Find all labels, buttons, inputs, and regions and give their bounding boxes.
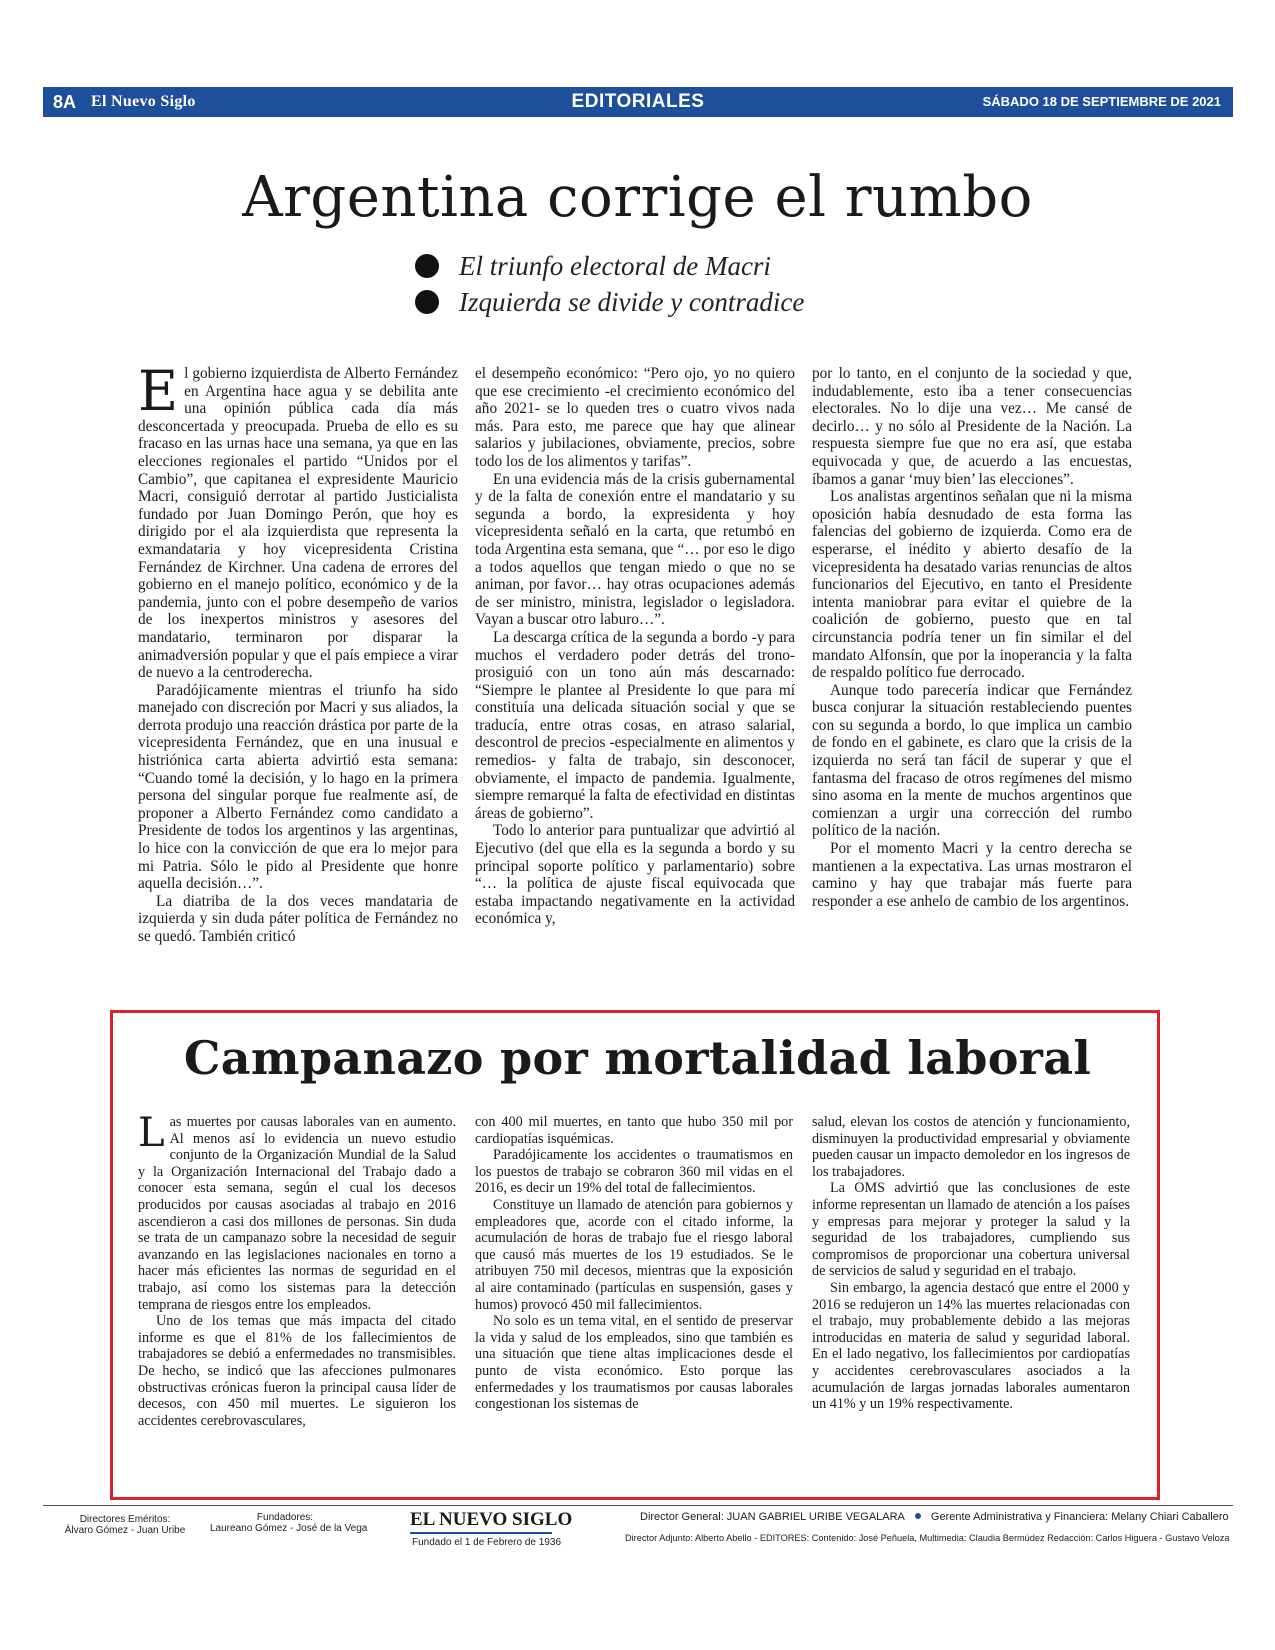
paragraph: Paradójicamente los accidentes o traumatismos en los puestos de trabajo se cobraron 360 mil vidas en el 2016, es decir un 19% del total de fallecimientos. [475,1147,793,1197]
paragraph: Constituye un llamado de atención para gobiernos y empleadores que, acorde con el citado informe, la acumulación de horas de trabajo fue el riesgo laboral que causó más muertes de los 19 estudiados. Se le atribuyen 750 mil decesos, mientras que la exposición al aire contaminado (partículas en suspensión, gases y humos) provocó 450 mil fallecimientos. [475,1196,793,1313]
page-number: 8A [53,92,77,112]
paragraph: La diatriba de la dos veces mandataria de izquierda y sin duda páter política de Fernández no se quedó. También criticó [138,892,458,945]
subhead: Izquierda se divide y contradice [415,284,804,320]
article2-headline: Campanazo por mortalidad laboral [183,1031,1092,1085]
paragraph: Por el momento Macri y la centro derecha se mantienen a la expectativa. Las urnas mostraron el camino y hay que trabajar más fuerte para responder a ese anhelo de cambio de los argentinos. [812,840,1132,910]
footer-logo-underline [410,1532,552,1534]
footer-director-general: Director General: JUAN GABRIEL URIBE VEGALARA [640,1511,905,1523]
paragraph: Los analistas argentinos señalan que ni la misma oposición había desnudado de esta forma las falencias del gobierno de izquierda. Como era de esperarse, el inédito y abierto desafío de la vicepresidenta ha desatado varias renuncias de altos funcionarios del Ejecutivo, en tanto el Presidente intenta maniobrar para evitar el quiebre de la coalición de gobierno, puesto que en tal circunstancia podría tener un fin similar el del mandato Alfonsín, que por la inoperancia y la falta de respaldo político fue derrocado. [812,488,1132,682]
subhead: El triunfo electoral de Macri [415,248,804,284]
paragraph: el desempeño económico: “Pero ojo, yo no quiero que ese crecimiento -el crecimiento económico del año 2021- se lo queden tres o cuatro vivos nada más. Para esto, me parece que hay que alinear salarios y jubilaciones, obviamente, precios, sobre todo los de los alimentos y tarifas”. [475,365,795,470]
section-title: EDITORIALES [571,91,705,112]
issue-date: SÁBADO 18 DE SEPTIEMBRE DE 2021 [982,94,1221,109]
footer-directores-names: Álvaro Gómez - Juan Uribe [64,1525,186,1536]
footer-fundadores-label: Fundadores: [256,1512,314,1523]
paragraph: Paradójicamente mientras el triunfo ha sido manejado con discreción por Macri y sus aliados, la derrota produjo una reacción drástica por parte de la vicepresidenta Fernández, que en una inusual e histriónica carta abierta advirtió esta semana: “Cuando tomé la decisión, y lo hago en la primera persona del singular porque fue realmente así, de proponer a Alberto Fernández como candidato a Presidente de todos los argentinos y las argentinas, lo hice con la convicción de que era lo mejor para mi Patria. Sólo le pido al Presidente que honre aquella decisión…”. [138,681,458,893]
paragraph: salud, elevan los costos de atención y funcionamiento, disminuyen la productividad empresarial y obviamente pueden causar un impacto demoledor en los ingresos de los trabajadores. [812,1114,1130,1180]
paragraph: El gobierno izquierdista de Alberto Fernández en Argentina hace agua y se debilita ante una opinión pública cada día más desconcertada y preocupada. Prueba de ello es su fracaso en las urnas hace una semana, ya que en las elecciones regionales el partido “Unidos por el Cambio”, que capitanea el expresidente Mauricio Macri, consiguió derrotar al partido Justicialista fundado por Juan Domingo Perón, que hoy es dirigido por el ala izquierdista que representa la exmandataria y hoy vicepresidenta Cristina Fernández de Kirchner. Una cadena de errores del gobierno en el manejo político, económico y de la pandemia, junto con el pobre desempeño de varios de los inexpertos ministros y asesores del mandatario, terminaron por disparar la animadversión popular y que el país empiece a virar de nuevo a la centroderecha. [138,359,458,682]
paragraph: En una evidencia más de la crisis gubernamental y de la falta de conexión entre el mandatario y su segunda a bordo, la expresidenta y hoy vicepresidenta señaló en la carta, que retumbó en toda Argentina esta semana, que “… por eso le digo a todos aquellos que tengan miedo o que no se animan, por favor… hay otras ocupaciones además de ser ministro, ministra, legislador o legisladora. Vayan a buscar otro laburo…”. [475,470,795,629]
paragraph: La descarga crítica de la segunda a bordo -y para muchos el verdadero poder detrás del trono- prosiguió con un tono aún más descarnado: “Siempre le plantee al Presidente lo que para mí constituía una delicada situación social y que se traducía, entre otras cosas, en atraso salarial, descontrol de precios -especialmente en alimentos y remedios- y falta de trabajo, sin desconocer, obviamente, el impacto de pandemia. Igualmente, siempre remarqué la falta de efectividad en distintas áreas de gobierno”. [475,628,795,822]
footer-fundadores-names: Laureano Gómez - José de la Vega [210,1523,368,1534]
footer-logo: EL NUEVO SIGLO [410,1509,573,1530]
paragraph: Uno de los temas que más impacta del citado informe es que el 81% de los fallecimientos de trabajadores se debió a enfermedades no transmisibles. De hecho, se indicó que las afecciones pulmonares obstructivas crónicas fueron la principal causa líder de decesos, con 450 mil muertes. Le siguieron los accidentes cerebrovasculares, [138,1313,456,1429]
paragraph: Sin embargo, la agencia destacó que entre el 2000 y 2016 se redujeron un 14% las muertes relacionadas con el trabajo, muy probablemente debido a las mejoras introducidas en materia de salud y seguridad laboral. En el lado negativo, los fallecimientos por cardiopatías y accidentes cerebrovasculares asociados a la acumulación de largas jornadas laborales aumentaron un 41% y un 19% respectivamente. [812,1279,1130,1413]
bullet-icon [915,1513,921,1519]
drop-cap: E [138,359,179,423]
article2-column-1 [138,1110,456,1489]
drop-cap: L [138,1110,165,1156]
article1-column-2 [475,365,795,1010]
paragraph: Las muertes por causas laborales van en aumento. Al menos así lo evidencia un nuevo estudio conjunto de la Organización Mundial de la Salud y la Organización Internacional del Trabajo dado a conocer esta semana, según el cual los decesos producidos por causas asociadas al trabajo en 2016 ascendieron a casi dos millones de personas. Sin duda se trata de un campanazo sobre la necesidad de seguir avanzando en las legislaciones nacionales en torno a hacer más eficientes las normas de seguridad en el trabajo, así como los sistemas para la detección temprana de riesgos entre los empleados. [138,1110,456,1313]
bullet-dot-icon [415,290,439,314]
footer-founded: Fundado el 1 de Febrero de 1936 [412,1537,561,1548]
article2-column-2 [475,1114,793,1489]
article1-subheads [415,248,804,320]
article1-column-3 [812,365,1132,1010]
article1-headline: Argentina corrige el rumbo [242,165,1033,230]
footer-directores [60,1514,190,1536]
footer-directores-label: Directores Eméritos: [79,1514,171,1525]
article1-column-1 [138,359,458,1010]
article2-column-3 [812,1114,1130,1489]
footer-gerente: Gerente Administrativa y Financiera: Melany Chiari Caballero [930,1511,1229,1523]
header-bar [43,87,1233,117]
paragraph: Todo lo anterior para puntualizar que advirtió al Ejecutivo (del que ella es la segunda a bordo y su principal soporte político y parlamentario) sobre “… la política de ajuste fiscal equivocada que estaba impactando negativamente en la actividad económica y, [475,822,795,928]
paragraph: con 400 mil muertes, en tanto que hubo 350 mil por cardiopatías isquémicas. [475,1114,793,1147]
bullet-dot-icon [415,254,439,278]
paragraph: Aunque todo parecería indicar que Fernández busca conjurar la situación restableciendo puentes con su segunda a bordo, lo que implica un cambio de fondo en el gabinete, es claro que la crisis de la izquierda no será tan fácil de superar y que el fantasma del fracaso de otros regímenes del mismo sino asoma en la mente de muchos argentinos que comienzan a urgir una corrección del rumbo político de la nación. [812,681,1132,840]
footer-divider [43,1505,1233,1506]
footer-staff: Director Adjunto: Alberto Abello - EDITORES: Contenido: José Peñuela, Multimedia: Claudia Bermúdez Redacción: Carlos Higuera - Gustavo Veloza [625,1533,1230,1543]
paragraph: No solo es un tema vital, en el sentido de preservar la vida y salud de los empleados, sino que también es una situación que tiene altas implicaciones desde el punto de vista económico. Esto porque las enfermedades y los traumatismos por causas laborales congestionan los sistemas de [475,1313,793,1413]
brand-name: El Nuevo Siglo [91,93,196,110]
paragraph: por lo tanto, en el conjunto de la sociedad y que, indudablemente, esto iba a tener consecuencias electorales. No lo dije una vez… Me cansé de decirlo… y no sólo al Presidente de la Nación. La respuesta siempre fue que no era así, que estaba equivocada y que, de acuerdo a las encuestas, íbamos a ganar ‘muy bien’ las elecciones”. [812,365,1132,488]
footer-fundadores [210,1512,368,1534]
footer-management [640,1511,1229,1523]
paragraph: La OMS advirtió que las conclusiones de este informe representan un llamado de atención a los países y empresas para mejorar y proteger la salud y la seguridad de los trabajadores, cumpliendo sus compromisos de proporcionar una cobertura universal de servicios de salud y seguridad en el trabajo. [812,1180,1130,1280]
